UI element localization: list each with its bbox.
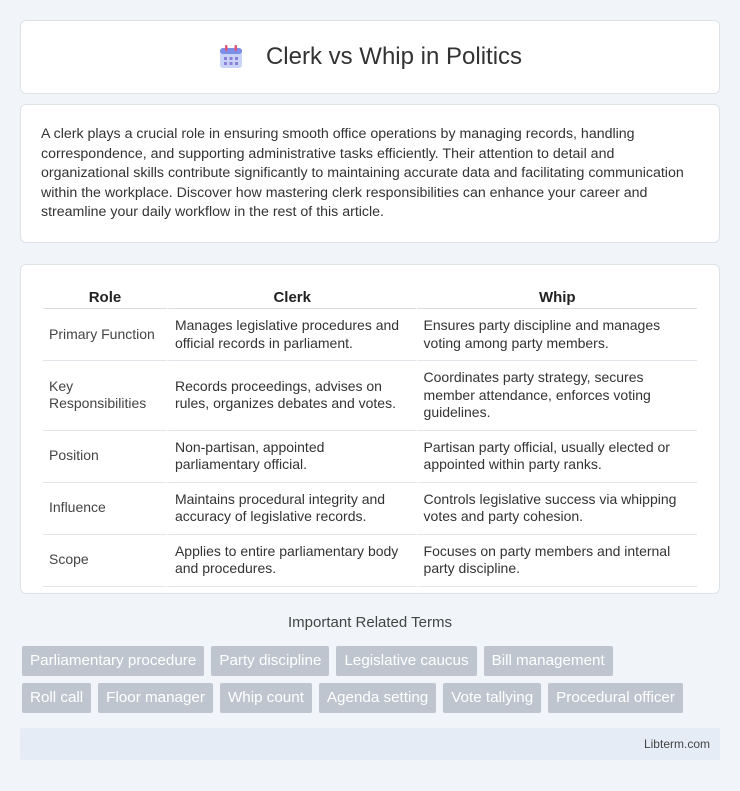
clerk-cell: Manages legislative procedures and official records in parliament. [167, 309, 416, 361]
tag-parliamentary-procedure[interactable]: Parliamentary procedure [22, 646, 204, 676]
tag-whip-count[interactable]: Whip count [220, 683, 312, 713]
intro-card [20, 104, 720, 243]
table-row [43, 535, 697, 587]
whip-cell: Controls legislative success via whipping votes and party cohesion. [416, 483, 697, 535]
tag-party-discipline[interactable]: Party discipline [211, 646, 329, 676]
clerk-cell: Maintains procedural integrity and accuracy of legislative records. [167, 483, 416, 535]
related-terms-title: Important Related Terms [288, 614, 452, 631]
tag-vote-tallying[interactable]: Vote tallying [443, 683, 541, 713]
whip-cell: Coordinates party strategy, secures member attendance, enforces voting guidelines. [416, 361, 697, 431]
table-row [43, 483, 697, 535]
tag-row [22, 683, 722, 713]
calendar-icon [218, 44, 244, 70]
header-clerk: Clerk [167, 285, 416, 309]
whip-cell: Focuses on party members and internal party discipline. [416, 535, 697, 587]
intro-text: A clerk plays a crucial role in ensuring smooth office operations by managing records, handling correspondence, and supporting administrative tasks efficiently. Their attention to detail and organizational skills contribute significantly to maintaining accurate data and facilitating communication within the workplace. Discover how mastering clerk responsibilities can enhance your career and streamline your daily workflow in the rest of this article. [41, 126, 684, 220]
footer-site-link[interactable]: Libterm.com [643, 737, 710, 751]
clerk-cell: Records proceedings, advises on rules, organizes debates and votes. [167, 361, 416, 431]
row-label: Scope [43, 535, 167, 587]
clerk-cell: Applies to entire parliamentary body and procedures. [167, 535, 416, 587]
page-header [20, 20, 720, 94]
tag-procedural-officer[interactable]: Procedural officer [548, 683, 683, 713]
header-role: Role [43, 285, 167, 309]
tag-roll-call[interactable]: Roll call [22, 683, 91, 713]
row-label: Key Responsibilities [43, 361, 167, 431]
table-header-row [43, 285, 697, 309]
row-label: Primary Function [43, 309, 167, 361]
tag-agenda-setting[interactable]: Agenda setting [319, 683, 436, 713]
page-title: Clerk vs Whip in Politics [265, 43, 523, 70]
whip-cell: Partisan party official, usually elected or appointed within party ranks. [416, 431, 697, 483]
header-whip: Whip [416, 285, 697, 309]
footer [20, 728, 720, 760]
tag-legislative-caucus[interactable]: Legislative caucus [336, 646, 476, 676]
table-row [43, 361, 697, 431]
table-row [43, 431, 697, 483]
clerk-cell: Non-partisan, appointed parliamentary official. [167, 431, 416, 483]
row-label: Influence [43, 483, 167, 535]
comparison-card [20, 264, 720, 594]
tag-floor-manager[interactable]: Floor manager [98, 683, 213, 713]
table-row [43, 309, 697, 361]
tag-row [22, 646, 722, 676]
whip-cell: Ensures party discipline and manages voting among party members. [416, 309, 697, 361]
related-terms-list [22, 646, 722, 720]
row-label: Position [43, 431, 167, 483]
tag-bill-management[interactable]: Bill management [484, 646, 613, 676]
comparison-table [43, 285, 697, 587]
